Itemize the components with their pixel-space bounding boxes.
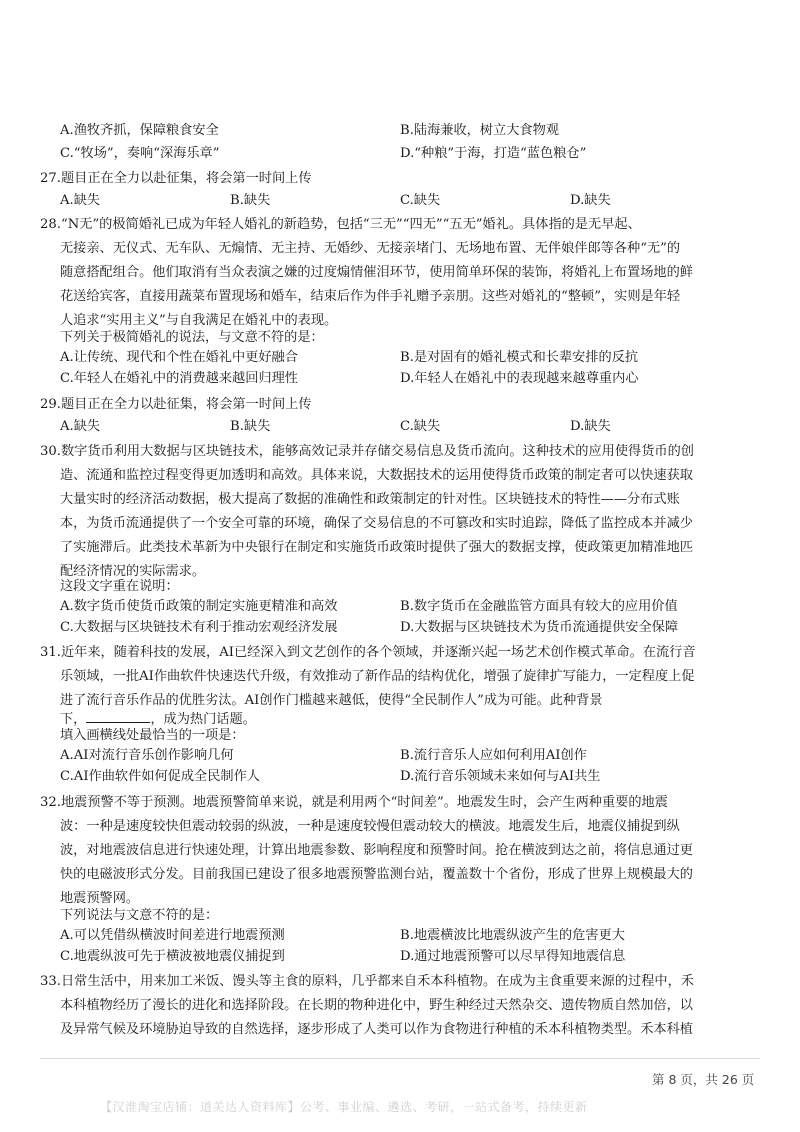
q28-line-5: 人追求“实用主义”与自我满足在婚礼中的表现。 [60, 313, 338, 328]
q26-option-a: A.渔牧齐抓，保障粮食安全 [60, 123, 219, 138]
q30-line-3: 大量实时的经济活动数据，极大提高了数据的准确性和政策制定的针对性。区块链技术的特性——分布式账 [60, 492, 680, 507]
q30-line-2: 造、流通和监控过程变得更加透明和高效。具体来说，大数据技术的运用使得货币政策的制定者可以快速获取 [60, 468, 693, 483]
q30-line-1: 30.数字货币利用大数据与区块链技术，能够高效记录并存储交易信息及货币流向。这种技术的应用使得货币的创 [40, 444, 694, 459]
q30-line-4: 本，为货币流通提供了一个安全可靠的环境，确保了交易信息的不可篡改和实时追踪，降低了监控成本并减少 [60, 516, 693, 531]
q33-line-1: 33.日常生活中，用来加工米饭、馒头等主食的原料，几乎都来自禾本科植物。在成为主食重要来源的过程中，禾 [40, 974, 694, 989]
q26-option-d: D.“种粮”于海，打造“蓝色粮仓” [400, 146, 587, 161]
q32-option-b: B.地震横波比地震纵波产生的危害更大 [400, 928, 625, 943]
q28-line-2: 无接亲、无仪式、无车队、无煽情、无主持、无婚纱、无接亲堵门、无场地布置、无伴娘伴郎等各种“无”的 [60, 241, 681, 256]
q31-option-b: B.流行音乐人应如何利用AI创作 [400, 748, 587, 763]
q32-option-d: D.通过地震预警可以尽早得知地震信息 [400, 949, 626, 964]
q31-prompt: 填入画横线处最恰当的一项是： [60, 728, 245, 743]
q32-line-3: 波，对地震波信息进行快速处理，计算出地震参数、影响程度和预警时间。抢在横波到达之前，将信息通过更 [60, 843, 693, 858]
q32-line-4: 快的电磁波形式分发。目前我国已建设了很多地震预警监测台站，覆盖数十个省份，形成了世界上规模最大的 [60, 867, 693, 882]
q32-prompt: 下列说法与文意不符的是： [60, 908, 219, 923]
q28-option-d: D.年轻人在婚礼中的表现越来越尊重内心 [400, 371, 639, 386]
q27-option-c: C.缺失 [400, 193, 441, 208]
footer-divider [40, 1058, 760, 1059]
q30-prompt: 这段文字重在说明： [60, 579, 179, 594]
q32-line-2: 波：一种是速度较快但震动较弱的纵波，一种是速度较慢但震动较大的横波。地震发生后，地震仪捕捉到纵 [60, 819, 680, 834]
q27-stem: 27.题目正在全力以赴征集，将会第一时间上传 [40, 171, 312, 186]
q31-option-d: D.流行音乐领域未来如何与AI共生 [400, 769, 601, 784]
q28-prompt: 下列关于极简婚礼的说法，与文意不符的是： [60, 330, 324, 345]
q31-blank-prefix: 下， [60, 712, 87, 727]
q26-option-b: B.陆海兼收，树立大食物观 [400, 123, 559, 138]
q29-option-d: D.缺失 [570, 419, 611, 434]
q28-option-a: A.让传统、现代和个性在婚礼中更好融合 [60, 350, 298, 365]
q26-option-c: C.“牧场”，奏响“深海乐章” [60, 146, 220, 161]
q30-line-5: 了实施滞后。此类技术革新为中央银行在制定和实施货币政策时提供了强大的数据支撑，使政策更加精准地匹 [60, 540, 693, 555]
q28-option-b: B.是对固有的婚礼模式和长辈安排的反抗 [400, 350, 639, 365]
page-number: 第 8 页，共 26 页 [652, 1072, 755, 1087]
q32-option-a: A.可以凭借纵横波时间差进行地震预测 [60, 928, 285, 943]
q28-option-c: C.年轻人在婚礼中的消费越来越回归理性 [60, 371, 298, 386]
q27-option-d: D.缺失 [570, 193, 611, 208]
q28-line-1: 28.“N无”的极简婚礼已成为年轻人婚礼的新趋势，包括“三无”“四无”“五无”婚礼。具体指的是无早起、 [40, 217, 641, 232]
q29-option-c: C.缺失 [400, 419, 441, 434]
q28-line-3: 随意搭配组合。他们取消有当众表演之嫌的过度煽情催泪环节，使用简单环保的装饰，将婚礼上布置场地的鲜 [60, 265, 693, 280]
q29-stem: 29.题目正在全力以赴征集，将会第一时间上传 [40, 397, 312, 412]
watermark-text: 【汉淮淘宝店铺：道关达人资料库】公考、事业编、遴选、考研，一站式备考，持续更新 [100, 1100, 588, 1114]
q30-line-6: 配经济情况的实际需求。 [60, 564, 206, 579]
q30-option-d: D.大数据与区块链技术为货币流通提供安全保障 [400, 620, 679, 635]
q33-line-2: 本科植物经历了漫长的进化和选择阶段。在长期的物种进化中，野生种经过天然杂交、遗传物质自然加倍，以 [60, 998, 693, 1013]
q29-option-b: B.缺失 [230, 419, 271, 434]
q28-line-4: 花送给宾客，直接用蔬菜布置现场和婚车，结束后作为伴手礼赠予亲朋。这些对婚礼的“整顿”，实则是年轻 [60, 289, 681, 304]
q27-option-a: A.缺失 [60, 193, 101, 208]
q31-option-a: A.AI对流行音乐创作影响几何 [60, 748, 234, 763]
q33-line-3: 及异常气候及环境胁迫导致的自然选择，逐步形成了人类可以作为食物进行种植的禾本科植物类型。禾本科植 [60, 1022, 693, 1037]
q32-option-c: C.地震纵波可先于横波被地震仪捕捉到 [60, 949, 285, 964]
q31-blank-suffix: ，成为热门话题。 [150, 712, 256, 727]
q31-line-1: 31.近年来，随着科技的发展，AI已经深入到文艺创作的各个领域，并逐渐兴起一场艺术创作模式革命。在流行音 [40, 645, 696, 660]
q32-line-1: 32.地震预警不等于预测。地震预警简单来说，就是利用两个“时间差”。地震发生时，会产生两种重要的地震 [40, 795, 668, 810]
answer-blank [86, 710, 150, 723]
q31-option-c: C.AI作曲软件如何促成全民制作人 [60, 769, 260, 784]
q31-line-3: 进了流行音乐作品的优胜劣汰。AI创作门槛越来越低，使得“全民制作人”成为可能。此种背景 [60, 693, 603, 708]
q31-line-2: 乐领域，一批AI作曲软件快速迭代升级，有效推动了新作品的结构优化，增强了旋律扩写能力，一定程度上促 [60, 669, 695, 684]
q30-option-b: B.数字货币在金融监管方面具有较大的应用价值 [400, 599, 678, 614]
q30-option-a: A.数字货币使货币政策的制定实施更精准和高效 [60, 599, 338, 614]
q32-line-5: 地震预警网。 [60, 891, 140, 906]
q29-option-a: A.缺失 [60, 419, 101, 434]
q30-option-c: C.大数据与区块链技术有利于推动宏观经济发展 [60, 620, 338, 635]
q27-option-b: B.缺失 [230, 193, 271, 208]
